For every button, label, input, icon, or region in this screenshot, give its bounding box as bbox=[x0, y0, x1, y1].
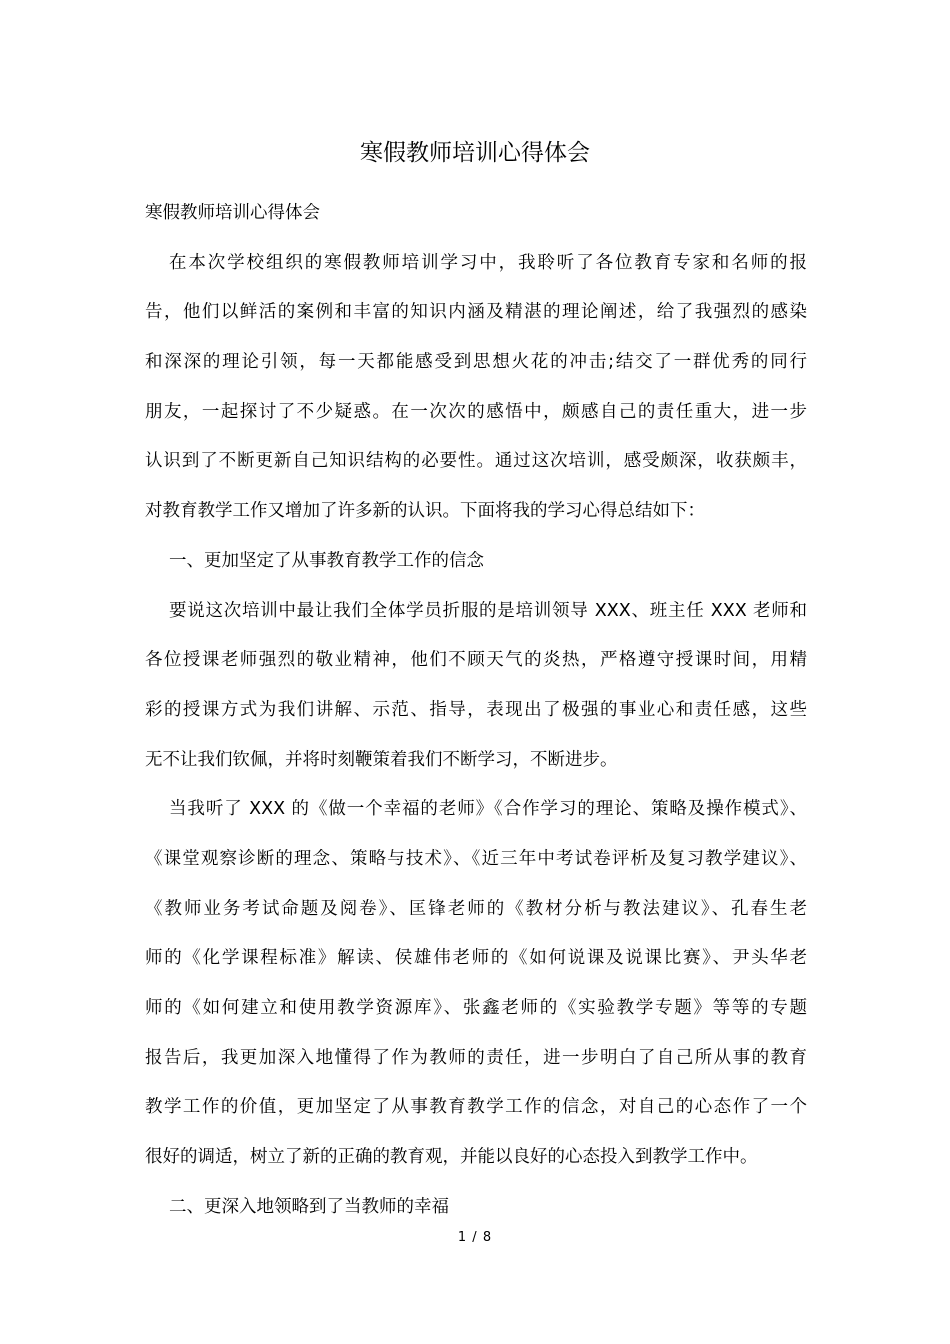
text-line: 师的《化学课程标准》解读、侯雄伟老师的《如何说课及说课比赛》、尹头华老 bbox=[145, 948, 807, 969]
text-line: 寒假教师培训心得体会 bbox=[145, 203, 320, 223]
text-line: 师的《如何建立和使用教学资源库》、张鑫老师的《实验教学专题》等等的专题 bbox=[145, 998, 807, 1018]
text-line: 认识到了不断更新自己知识结构的必要性。通过这次培训，感受颇深，收获颇丰， bbox=[145, 451, 807, 472]
document-title: 寒假教师培训心得体会 bbox=[360, 140, 590, 166]
text-line: 在本次学校组织的寒假教师培训学习中，我聆听了各位教育专家和名师的报 bbox=[169, 252, 807, 273]
text-line: 二、更深入地领略到了当教师的幸福 bbox=[169, 1196, 449, 1217]
text-line: 无不让我们钦佩，并将时刻鞭策着我们不断学习，不断进步。 bbox=[145, 749, 618, 770]
text-line: 各位授课老师强烈的敬业精神，他们不顾天气的炎热，严格遵守授课时间，用精 bbox=[145, 650, 807, 671]
text-line: 告，他们以鲜活的案例和丰富的知识内涵及精湛的理论阐述，给了我强烈的感染 bbox=[145, 302, 807, 323]
text-line: 《教师业务考试命题及阅卷》、匡锋老师的《教材分析与教法建议》、孔春生老 bbox=[145, 898, 807, 919]
page-indicator: 1 / 8 bbox=[457, 1230, 493, 1245]
text-line: 教学工作的价值，更加坚定了从事教育教学工作的信念，对自己的心态作了一个 bbox=[145, 1097, 807, 1118]
text-line: 《课堂观察诊断的理念、策略与技术》、《近三年中考试卷评析及复习教学建议》、 bbox=[145, 848, 807, 869]
text-line: 报告后，我更加深入地懂得了作为教师的责任，进一步明白了自己所从事的教育 bbox=[145, 1047, 807, 1068]
text-line: 要说这次培训中最让我们全体学员折服的是培训领导 XXX、班主任 XXX 老师和 bbox=[169, 600, 807, 621]
text-line: 很好的调适，树立了新的正确的教育观，并能以良好的心态投入到教学工作中。 bbox=[145, 1147, 758, 1168]
text-line: 当我听了 XXX 的《做一个幸福的老师》《合作学习的理论、策略及操作模式》、 bbox=[169, 799, 807, 820]
text-line: 和深深的理论引领，每一天都能感受到思想火花的冲击;结交了一群优秀的同行 bbox=[145, 352, 807, 373]
text-line: 朋友，一起探讨了不少疑惑。在一次次的感悟中，颇感自己的责任重大，进一步 bbox=[145, 401, 807, 422]
text-line: 彩的授课方式为我们讲解、示范、指导，表现出了极强的事业心和责任感，这些 bbox=[145, 699, 807, 720]
text-line: 对教育教学工作又增加了许多新的认识。下面将我的学习心得总结如下： bbox=[145, 501, 705, 522]
document-body bbox=[145, 195, 807, 1238]
text-line: 一、更加坚定了从事教育教学工作的信念 bbox=[169, 550, 484, 571]
